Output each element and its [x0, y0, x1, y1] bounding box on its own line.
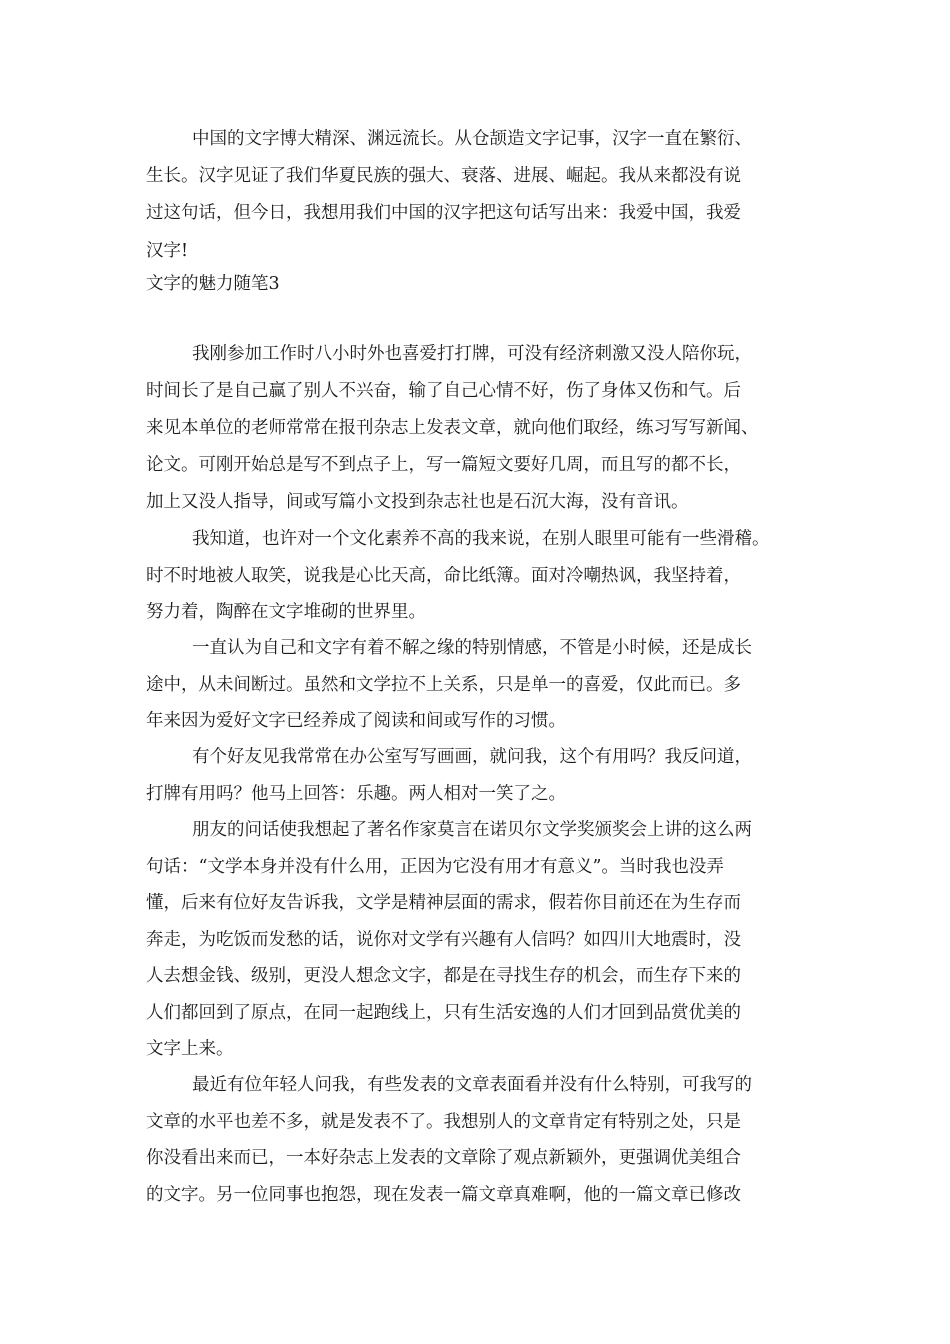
text-line: 过这句话，但今日，我想用我们中国的汉字把这句话写出来：我爱中国，我爱	[146, 203, 741, 223]
text-line: 有个好友见我常常在办公室写写画画，就问我，这个有用吗？我反问道，	[192, 747, 752, 767]
text-line: 懂，后来有位好友告诉我，文学是精神层面的需求，假若你目前还在为生存而	[146, 893, 741, 913]
text-line: 人们都回到了原点，在同一起跑线上，只有生活安逸的人们才回到品赏优美的	[146, 1003, 741, 1023]
text-line: 来见本单位的老师常常在报刊杂志上发表文章，就向他们取经，练习写写新闻、	[146, 418, 759, 438]
text-line: 文字上来。	[146, 1039, 234, 1059]
text-line: 你没看出来而已，一本好杂志上发表的文章除了观点新颖外，更强调优美组合	[146, 1148, 741, 1168]
text-line: 的文字。另一位同事也抱怨，现在发表一篇文章真难啊，他的一篇文章已修改	[146, 1185, 741, 1205]
text-line: 汉字!	[146, 241, 189, 261]
text-line: 中国的文字博大精深、渊远流长。从仓颉造文字记事，汉字一直在繁衍、	[192, 129, 752, 149]
text-line: 加上又没人指导，间或写篇小文投到杂志社也是石沉大海，没有音讯。	[146, 492, 689, 512]
text-line: 文章的水平也差不多，就是发表不了。我想别人的文章肯定有特别之处，只是	[146, 1112, 741, 1132]
text-line: 途中，从未间断过。虽然和文学拉不上关系，只是单一的喜爱，仅此而已。多	[146, 675, 741, 695]
text-line: 朋友的问话使我想起了著名作家莫言在诺贝尔文学奖颁奖会上讲的这么两	[192, 820, 752, 840]
text-line: 年来因为爱好文字已经养成了阅读和间或写作的习惯。	[146, 711, 566, 731]
text-line: 人去想金钱、级别，更没人想念文字，都是在寻找生存的机会，而生存下来的	[146, 966, 741, 986]
text-line: 最近有位年轻人问我，有些发表的文章表面看并没有什么特别，可我写的	[192, 1075, 752, 1095]
text-line: 生长。汉字见证了我们华夏民族的强大、衰落、进展、崛起。我从来都没有说	[146, 166, 741, 186]
text-line: 努力着，陶醉在文字堆砌的世界里。	[146, 602, 426, 622]
text-line: 打牌有用吗？他马上回答：乐趣。两人相对一笑了之。	[146, 784, 566, 804]
text-line: 我知道，也许对一个文化素养不高的我来说，在别人眼里可能有一些滑稽。	[192, 529, 770, 549]
text-line: 论文。可刚开始总是写不到点子上，写一篇短文要好几周，而且写的都不长，	[146, 455, 741, 475]
text-line: 我刚参加工作时八小时外也喜爱打打牌，可没有经济刺激又没人陪你玩，	[192, 344, 752, 364]
text-line: 时间长了是自己赢了别人不兴奋，输了自己心情不好，伤了身体又伤和气。后	[146, 381, 741, 401]
text-line: 句话：“文学本身并没有什么用，正因为它没有用才有意义”。当时我也没弄	[146, 857, 724, 877]
text-line: 奔走，为吃饭而发愁的话，说你对文学有兴趣有人信吗？如四川大地震时，没	[146, 930, 741, 950]
text-line: 时不时地被人取笑，说我是心比天高，命比纸簿。面对冷嘲热讽，我坚持着，	[146, 566, 741, 586]
text-line: 一直认为自己和文字有着不解之缘的特别情感，不管是小时候，还是成长	[192, 638, 752, 658]
section-heading: 文字的魅力随笔3	[146, 274, 280, 294]
